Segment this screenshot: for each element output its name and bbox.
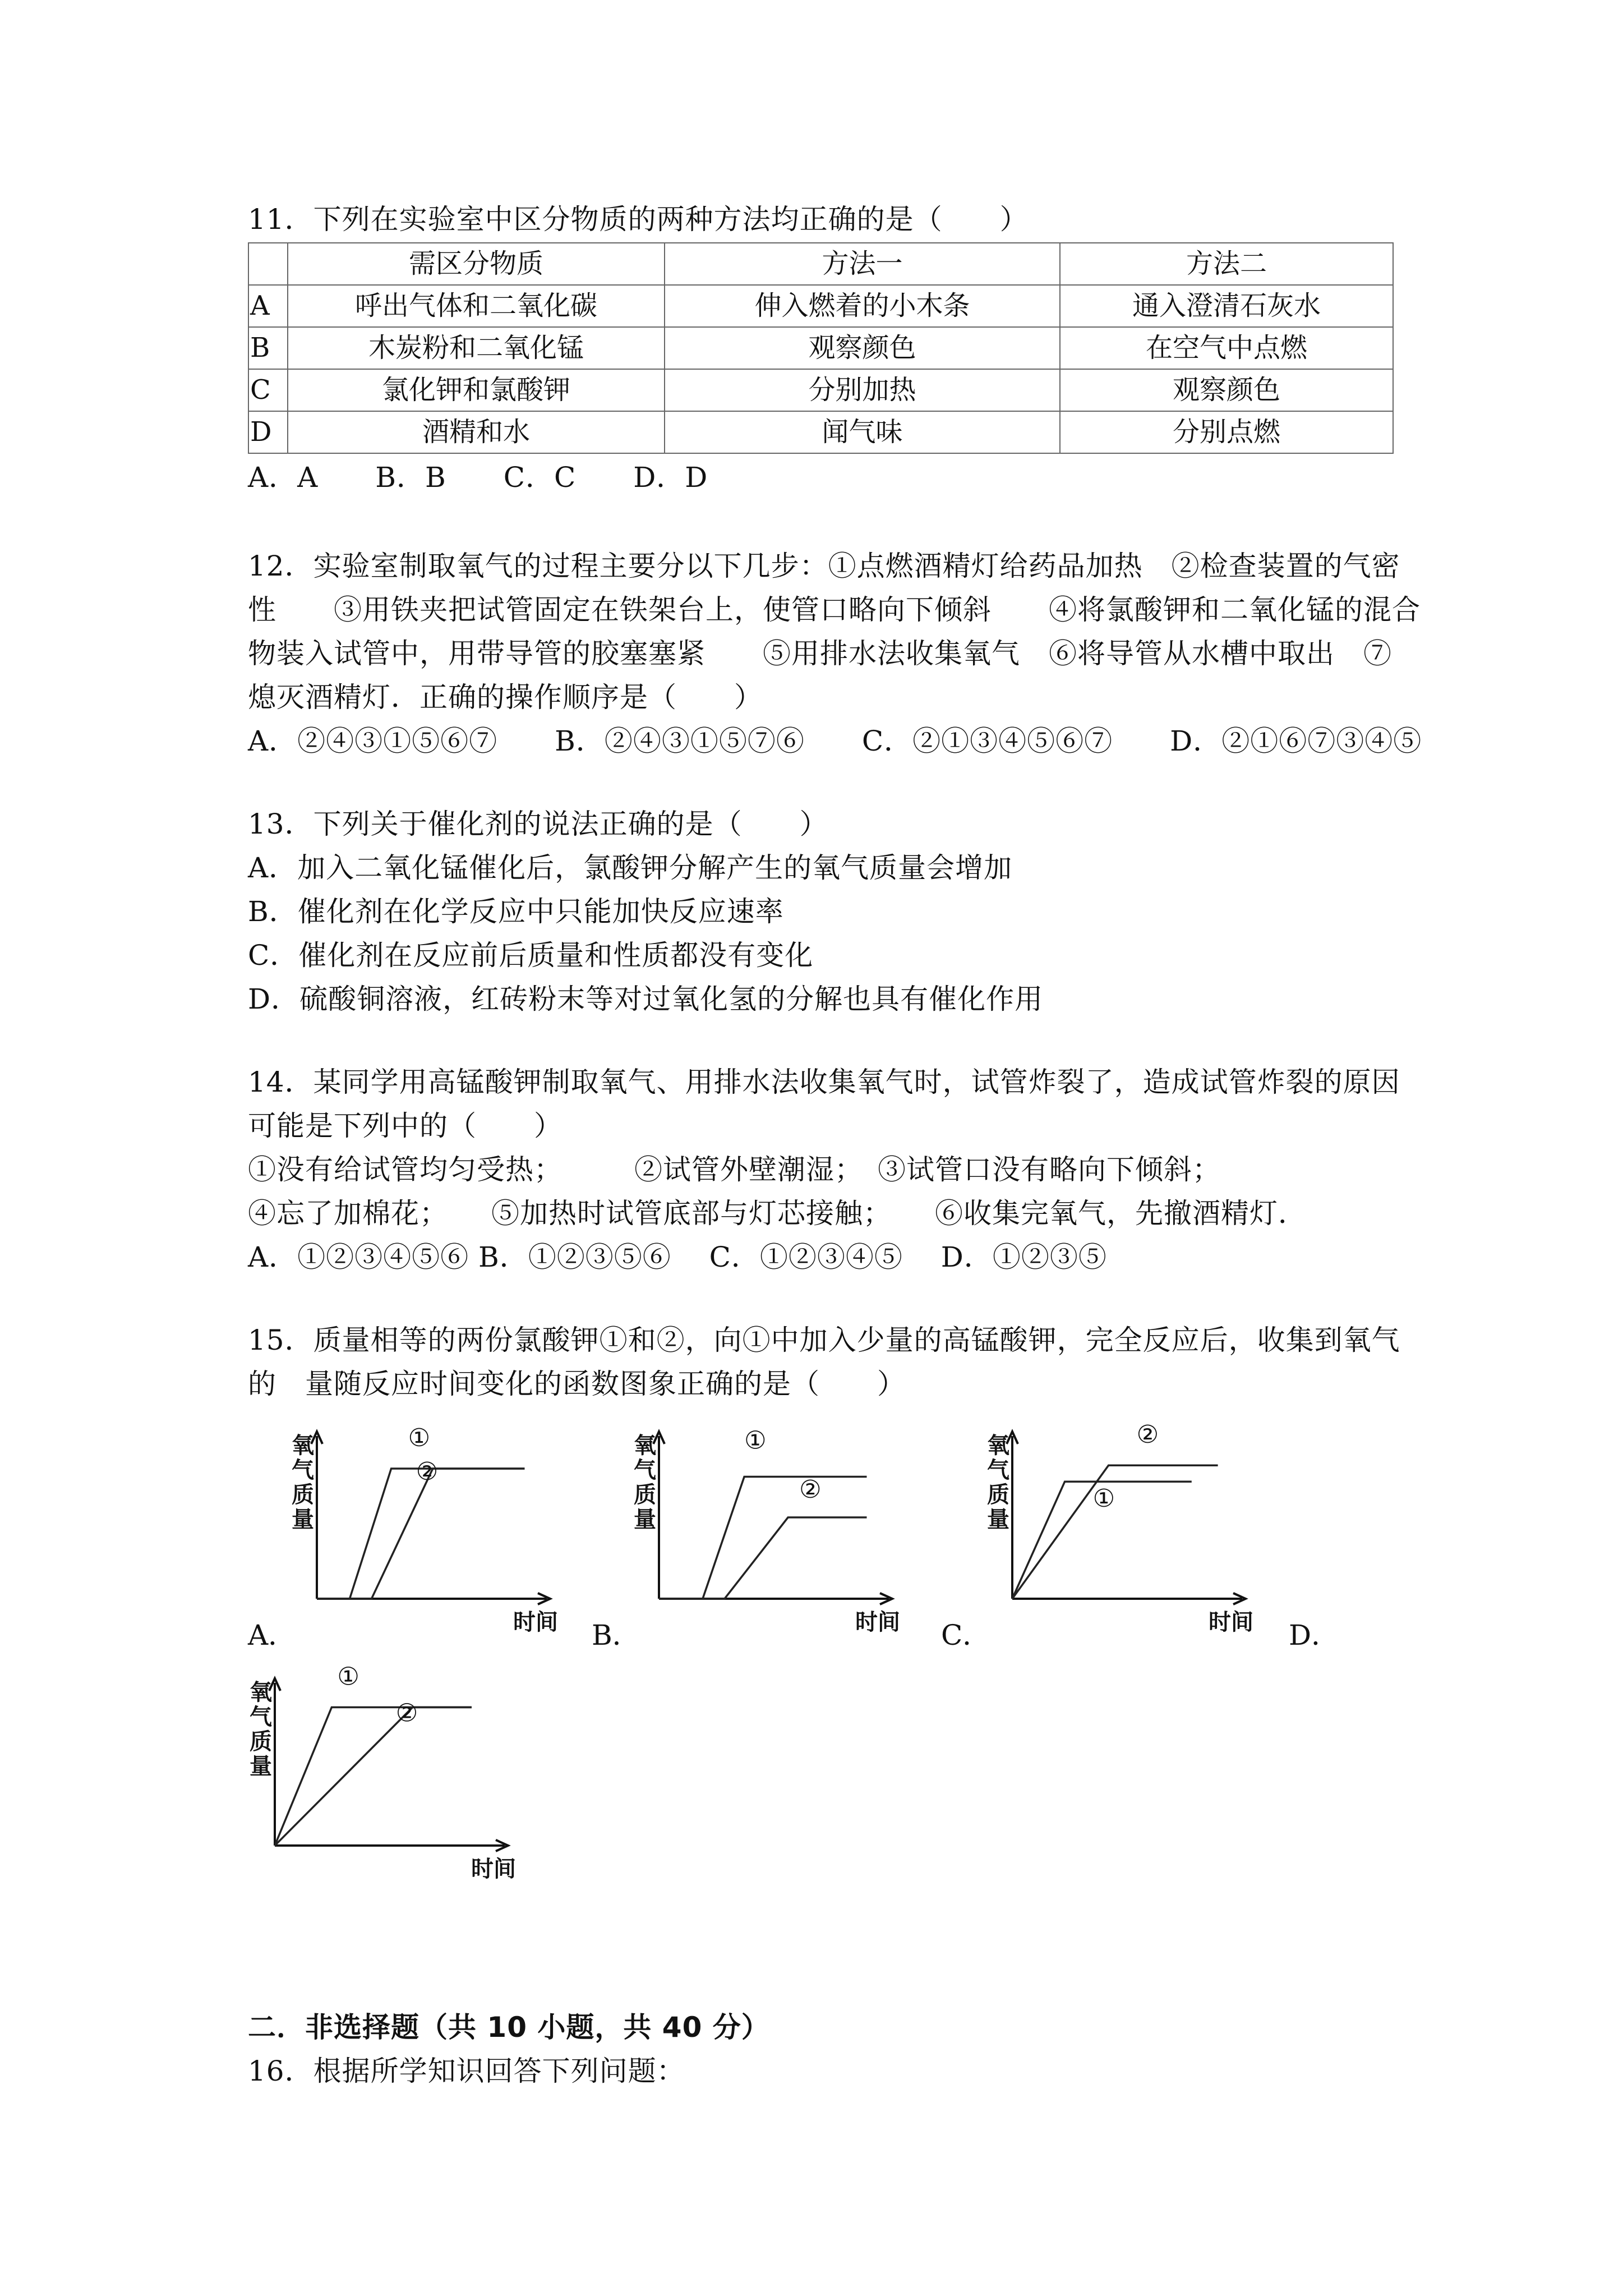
series-label-1: ① xyxy=(408,1424,431,1452)
table-cell: 通入澄清石灰水 xyxy=(1060,285,1393,327)
series-line-1 xyxy=(317,1469,525,1599)
q12-line: 性 ③用铁夹把试管固定在铁架台上，使管口略向下倾斜 ④将氯酸钾和二氧化锰的混合 xyxy=(248,593,1421,626)
series-line-1 xyxy=(659,1477,867,1599)
q12-options: A．②④③①⑤⑥⑦ B．②④③①⑤⑦⑥ C．②①③④⑤⑥⑦ D．②①⑥⑦③④⑤ xyxy=(248,725,1422,757)
q14-line: ④忘了加棉花； ⑤加热时试管底部与灯芯接触； ⑥收集完氧气，先撤酒精灯． xyxy=(248,1197,1307,1230)
q13-stem: 13．下列关于催化剂的说法正确的是（ ） xyxy=(248,808,828,840)
series-label-1: ① xyxy=(744,1426,767,1455)
graph-svg xyxy=(987,1420,1253,1638)
series-label-1: ① xyxy=(1092,1484,1115,1513)
q12-line: 物装入试管中，用带导管的胶塞塞紧 ⑤用排水法收集氧气 ⑥将导管从水槽中取出 ⑦ xyxy=(248,637,1392,670)
series-label-2: ② xyxy=(1136,1420,1159,1450)
table-row xyxy=(248,369,1393,411)
table-cell: 观察颜色 xyxy=(665,327,1060,369)
y-axis-label: 氧气质量 xyxy=(250,1680,272,1779)
graph-svg xyxy=(292,1424,558,1638)
table-header-cell: 方法一 xyxy=(665,243,1060,285)
section-title: 二．非选择题（共 10 小题，共 40 分） xyxy=(248,2011,770,2044)
table-row xyxy=(248,285,1393,327)
q12-line: 12．实验室制取氧气的过程主要分以下几步：①点燃酒精灯给药品加热 ②检查装置的气密 xyxy=(248,550,1400,582)
q11-options: A．A B．B C．C D．D xyxy=(248,461,708,494)
table-cell: 呼出气体和二氧化碳 xyxy=(288,285,665,327)
table-cell: D xyxy=(248,411,288,453)
table-cell: C xyxy=(248,369,288,411)
y-axis-label: 氧气质量 xyxy=(292,1433,314,1533)
table-cell: 酒精和水 xyxy=(288,411,665,453)
q14-options: A．①②③④⑤⑥ B．①②③⑤⑥ C．①②③④⑤ D．①②③⑤ xyxy=(248,1241,1107,1273)
q13-option: B．催化剂在化学反应中只能加快反应速率 xyxy=(248,895,784,928)
table-cell: 木炭粉和二氧化锰 xyxy=(288,327,665,369)
table-cell: B xyxy=(248,327,288,369)
series-label-2: ② xyxy=(395,1699,418,1728)
q13-option: A．加入二氧化锰催化后，氯酸钾分解产生的氧气质量会增加 xyxy=(248,852,1013,884)
series-label-2: ② xyxy=(799,1475,822,1504)
graph-svg xyxy=(634,1425,900,1638)
y-axis-label: 氧气质量 xyxy=(634,1433,656,1533)
graph-svg xyxy=(250,1662,516,1885)
series-line-2 xyxy=(317,1469,525,1599)
q15-line: 的 量随反应时间变化的函数图象正确的是（ ） xyxy=(248,1368,906,1400)
q16-stem: 16．根据所学知识回答下列问题： xyxy=(248,2055,685,2087)
table-row xyxy=(248,411,1393,453)
series-label-1: ① xyxy=(337,1662,359,1691)
graph-option-label-b: B． xyxy=(592,1619,640,1651)
q14-line: ①没有给试管均匀受热； ②试管外壁潮湿； ③试管口没有略向下倾斜； xyxy=(248,1153,1221,1186)
graph-option-label-a: A． xyxy=(248,1619,297,1651)
table-cell: 伸入燃着的小木条 xyxy=(665,285,1060,327)
q13-option: D．硫酸铜溶液，红砖粉末等对过氧化氢的分解也具有催化作用 xyxy=(248,983,1044,1015)
table-cell: 分别点燃 xyxy=(1060,411,1393,453)
graph-b xyxy=(634,1425,900,1638)
q15-line: 15．质量相等的两份氯酸钾①和②，向①中加入少量的高锰酸钾，完全反应后，收集到氧气 xyxy=(248,1324,1400,1356)
table-header-cell: 方法二 xyxy=(1060,243,1393,285)
table-header-row xyxy=(248,243,1393,285)
series-line-2 xyxy=(275,1708,472,1846)
graph-a xyxy=(292,1424,558,1638)
graph-d xyxy=(250,1662,516,1885)
q13-option: C．催化剂在反应前后质量和性质都没有变化 xyxy=(248,939,814,972)
q14-line: 14．某同学用高锰酸钾制取氧气、用排水法收集氧气时，试管炸裂了，造成试管炸裂的原因 xyxy=(248,1066,1400,1098)
table-cell: 闻气味 xyxy=(665,411,1060,453)
q14-line: 可能是下列中的（ ） xyxy=(248,1110,562,1142)
q11-stem: 11．下列在实验室中区分物质的两种方法均正确的是（ ） xyxy=(248,203,1029,236)
y-axis-label: 氧气质量 xyxy=(987,1433,1009,1533)
series-line-2 xyxy=(659,1517,867,1599)
graph-c xyxy=(987,1420,1253,1638)
table-header-cell: 需区分物质 xyxy=(288,243,665,285)
table-header-cell xyxy=(248,243,288,285)
series-label-2: ② xyxy=(416,1457,439,1486)
table-row xyxy=(248,327,1393,369)
graph-option-label-d: D． xyxy=(1289,1619,1340,1651)
x-axis-label: 时间 xyxy=(855,1609,900,1635)
x-axis-label: 时间 xyxy=(513,1609,558,1635)
q11-table xyxy=(248,242,1394,454)
series-line-1 xyxy=(275,1708,472,1846)
q12-line: 熄灭酒精灯．正确的操作顺序是（ ） xyxy=(248,681,763,714)
table-cell: A xyxy=(248,285,288,327)
graph-option-label-c: C． xyxy=(941,1619,991,1651)
table-cell: 分别加热 xyxy=(665,369,1060,411)
x-axis-label: 时间 xyxy=(471,1856,516,1882)
table-cell: 观察颜色 xyxy=(1060,369,1393,411)
x-axis-label: 时间 xyxy=(1209,1609,1253,1635)
table-cell: 在空气中点燃 xyxy=(1060,327,1393,369)
table-cell: 氯化钾和氯酸钾 xyxy=(288,369,665,411)
